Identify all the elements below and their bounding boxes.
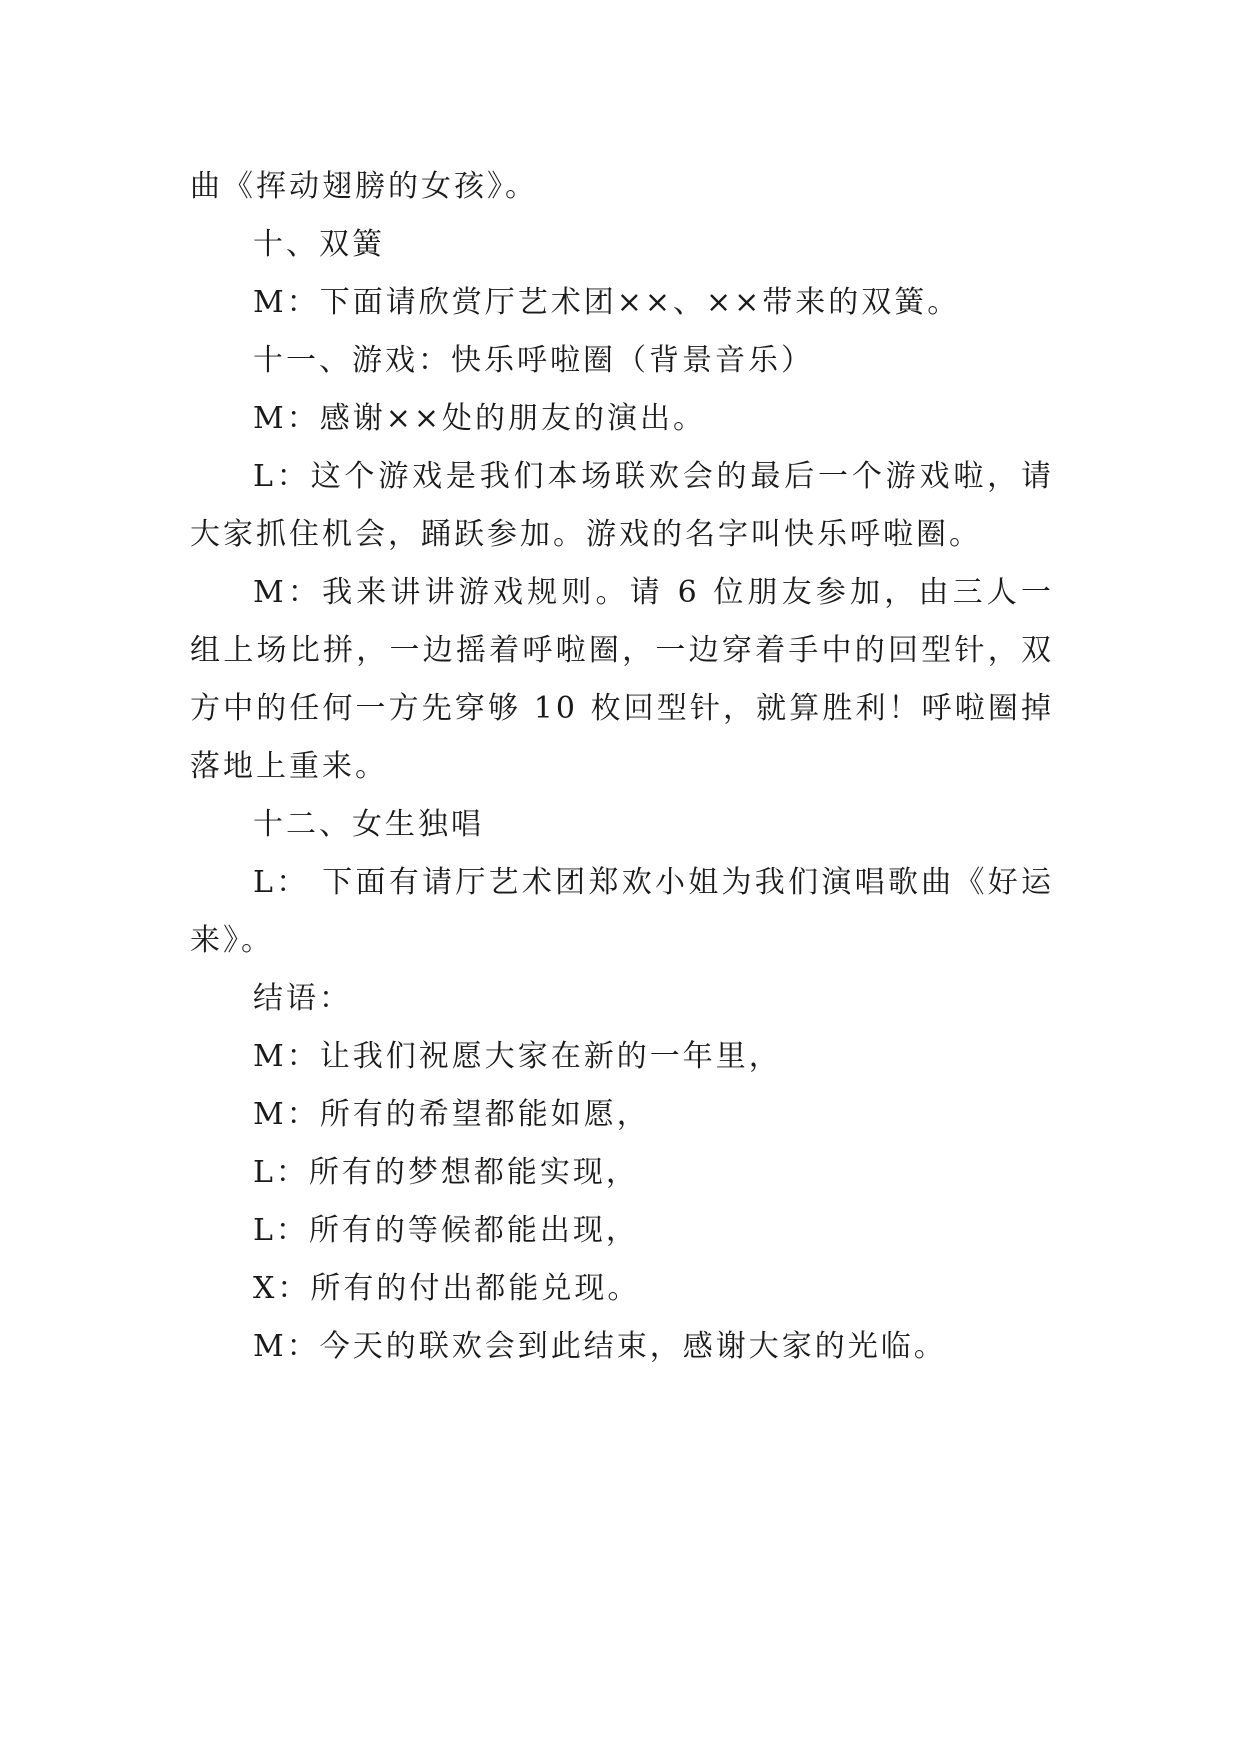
paragraph-thanks: M：感谢××处的朋友的演出。 (253, 401, 706, 436)
document-body (190, 158, 1054, 1376)
closing-line-2: M：所有的希望都能如愿， (253, 1097, 650, 1132)
paragraph-song-title-continuation: 曲《挥动翅膀的女孩》。 (190, 169, 538, 204)
section-heading-twelve: 十二、女生独唱 (253, 807, 484, 842)
paragraph-game-rules: M：我来讲讲游戏规则。请 6 位朋友参加，由三人一组上场比拼，一边摇着呼啦圈，一边穿着手中的回型针，双方中的任何一方先穿够 10 枚回型针，就算胜利！呼啦圈掉落地上重来。 (190, 575, 1054, 784)
closing-line-5: X：所有的付出都能兑现。 (253, 1271, 641, 1306)
closing-heading: 结语： (253, 981, 352, 1016)
closing-line-3: L：所有的梦想都能实现， (253, 1155, 639, 1190)
closing-line-4: L：所有的等候都能出现， (253, 1213, 639, 1248)
paragraph-solo-intro: L： 下面有请厅艺术团郑欢小姐为我们演唱歌曲《好运来》。 (190, 865, 1054, 958)
section-heading-eleven: 十一、游戏：快乐呼啦圈（背景音乐） (253, 343, 814, 378)
paragraph-shuanghuang-intro: M：下面请欣赏厅艺术团××、××带来的双簧。 (253, 285, 961, 320)
closing-line-6: M：今天的联欢会到此结束，感谢大家的光临。 (253, 1329, 947, 1364)
closing-line-1: M：让我们祝愿大家在新的一年里， (253, 1039, 782, 1074)
section-heading-ten: 十、双簧 (253, 227, 385, 262)
paragraph-game-intro: L：这个游戏是我们本场联欢会的最后一个游戏啦，请大家抓住机会，踊跃参加。游戏的名字叫快乐呼啦圈。 (190, 459, 1054, 552)
